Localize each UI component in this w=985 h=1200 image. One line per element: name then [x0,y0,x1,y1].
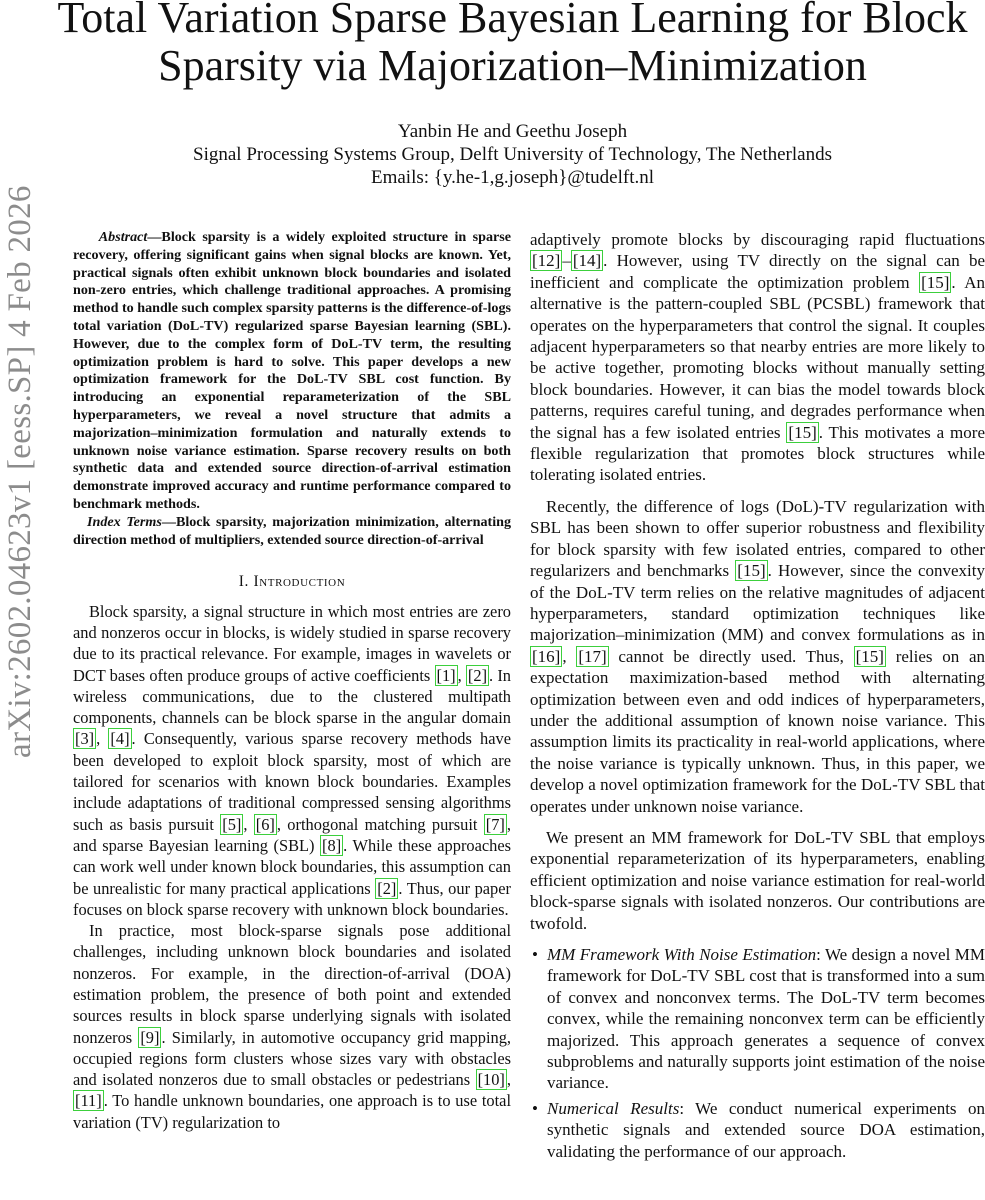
contribution-text: : We conduct numerical experiments on synthetic signals and extended source DOA estimation, validating the performance of our approach. [547,1098,985,1161]
arxiv-identifier: arXiv:2602.04623v1 [eess.SP] 4 Feb 2026 [2,185,38,758]
citation-link[interactable]: [1] [436,665,456,685]
citation-link[interactable]: [15] [737,561,766,581]
text-run: In practice, most block-sparse signals pose additional challenges, including unknown block boundaries and isolated nonzeros. For example, in the direction-of-arrival (DOA) estimation problem, the presence of both point and extended sources results in block sparse underlying signals with isolated nonzeros [73,921,511,1047]
paper-title: Total Variation Sparse Bayesian Learning for Block Sparsity via Majorization–Minimization [57,0,968,90]
citation-link[interactable]: [6] [255,814,275,834]
citation-link[interactable]: [2] [377,878,397,898]
abstract-text: —Block sparsity is a widely exploited structure in sparse recovery, offering significant gains when signal blocks are known. Yet, practical signals often exhibit unknown block boundaries and isolated non-zero entries, which challenge traditional approaches. A promising method to handle such complex sparsity patterns is the difference-of-logs total variation (DoL-TV) regularized sparse Bayesian learning (SBL). However, due to the complex form of DoL-TV term, the resulting optimization problem is hard to solve. This paper develops a new optimization framework for the DoL-TV SBL cost function. By introducing an exponential reparameterization of the SBL hyperparameters, we reveal a novel structure that admits a majorization–minimization formulation and naturally extends to unknown noise variance estimation. Sparse recovery results on both synthetic data and extended source direction-of-arrival estimation demonstrate improved accuracy and runtime performance compared to benchmark methods. [73,229,512,512]
citation-link[interactable]: [14] [572,251,602,271]
intro-paragraph-3 [530,496,985,817]
text-run: . An alternative is the pattern-coupled SBL (PCSBL) framework that operates on the hyperparameters that control the signal. It couples adjacent hyperparameters so that nearby entries are more likely to be active together, promoting blocks without manually setting block boundaries. However, it can bias the model towards block patterns, requires careful tuning, and degrades performance when the signal has a few isolated entries [530,272,985,442]
left-column [73,229,511,1133]
citation-link[interactable]: [4] [110,729,130,749]
citation-link[interactable]: [3] [75,729,95,749]
citation-link[interactable]: [7] [485,814,505,834]
text-run: . While these approaches can work well under known block boundaries, this assumption can be unrealistic for many practical applications [73,835,512,898]
text-run: . Consequently, various sparse recovery methods have been developed to exploit block sparsity, most of which are tailored for scenarios with known block boundaries. Examples include adaptations of traditional compressed sensing algorithms such as basis pursuit [73,729,511,834]
abstract-label: Abstract [98,229,148,245]
text-run: , orthogonal matching pursuit [276,814,484,834]
author-names: Yanbin He and Geethu Joseph [397,121,628,142]
citation-link[interactable]: [11] [75,1091,102,1111]
text-run: , [457,665,466,685]
text-run: , [506,1070,511,1090]
citation-link[interactable]: [10] [477,1070,505,1090]
abstract [73,229,511,514]
list-item [547,944,985,1094]
citation-link[interactable]: [15] [855,646,884,666]
citation-link[interactable]: [16] [532,646,561,666]
contribution-text: : We design a novel MM framework for DoL-TV SBL cost that is transformed into a sum of convex and nonconvex terms. The DoL-TV term becomes convex, while the remaining nonconvex term can be efficiently majorized. This approach generates a sequence of convex subproblems and naturally supports joint estimation of the noise variance. [547,945,985,1093]
text-run: relies on an expectation maximization-based method with alternating optimization between even and odd indices of hyperparameters, under the additional assumption of known noise variance. This assumption limits its practicality in real-world applications, where the noise variance is typically unknown. Thus, in this paper, we develop a novel optimization framework for the DoL-TV SBL that operates under unknown noise variance. [530,646,985,816]
text-run: , [243,814,254,834]
affiliation: Signal Processing Systems Group, Delft University of Technology, The Netherlands [193,144,832,165]
text-run: . Thus, our paper focuses on block sparse recovery with unknown block boundaries. [73,878,511,919]
text-run: , and sparse Bayesian learning (SBL) [73,814,511,855]
author-block [40,120,985,189]
right-column [530,229,985,1166]
text-run: adaptively promote blocks by discouraging rapid fluctuations [530,230,985,249]
text-run: . However, using TV directly on the signal can be inefficient and complicate the optimization problem [530,251,985,292]
text-run: . However, since the convexity of the DoL-TV term relies on the relative magnitudes of adjacent hyperparameters, standard optimization techniques like majorization–minimization (MM) and convex formulations as in [530,561,985,645]
text-run: Recently, the difference of logs (DoL)-TV regularization with SBL has been shown to offer superior robustness and flexibility for block sparsity with few isolated entries, compared to other regularizers and benchmarks [530,496,985,581]
citation-link[interactable]: [5] [222,814,242,834]
text-run: , [562,646,577,666]
index-terms-text: —Block sparsity, majorization minimization, alternating direction method of multipliers, extended source direction-of-arrival [73,513,511,548]
contribution-title: Numerical Results [547,1098,680,1118]
index-terms [73,514,511,550]
list-item [547,1098,985,1162]
text-run: . Similarly, in automotive occupancy grid mapping, occupied regions form clusters whose sizes vary with obstacles and isolated nonzeros due to small obstacles or pedestrians [73,1027,512,1090]
citation-link[interactable]: [17] [578,646,607,666]
section-heading: I. Introduction [238,573,346,591]
text-run: . To handle unknown boundaries, one approach is to use total variation (TV) regularization to [73,1091,511,1132]
citation-link[interactable]: [9] [140,1027,160,1047]
intro-paragraph-4: We present an MM framework for DoL-TV SBL that employs exponential reparameterization of its hyperparameters, enabling efficient optimization and noise variance estimation for real-world block-sparse signals with isolated nonzeros. Our contributions are twofold. [530,827,985,933]
text-run: – [562,251,571,271]
intro-paragraph-2 [73,920,511,1133]
intro-paragraph-continued [530,229,985,486]
contributions-list [530,944,985,1162]
contribution-title: MM Framework With Noise Estimation [547,945,817,964]
text-run: , [96,729,109,749]
text-run: Block sparsity, a signal structure in which most entries are zero and nonzeros occur in blocks, is widely studied in sparse recovery due to its practical relevance. For example, images in wavelets or DCT bases often produce groups of active coefficients [73,601,511,685]
text-run: . This motivates a more flexible regularization that promotes block structures while tolerating isolated entries. [530,422,985,485]
citation-link[interactable]: [15] [921,272,950,292]
text-run: cannot be directly used. Thus, [608,646,854,666]
text-run: . In wireless communications, due to the clustered multipath components, channels can be block sparse in the angular domain [73,665,511,728]
citation-link[interactable]: [12] [532,251,561,271]
citation-link[interactable]: [8] [322,835,342,855]
citation-link[interactable]: [15] [788,422,817,442]
emails: Emails: {y.he-1,g.joseph}@tudelft.nl [370,167,655,188]
index-terms-label: Index Terms [87,513,162,530]
citation-link[interactable]: [2] [467,665,488,685]
intro-paragraph-1 [73,601,511,920]
